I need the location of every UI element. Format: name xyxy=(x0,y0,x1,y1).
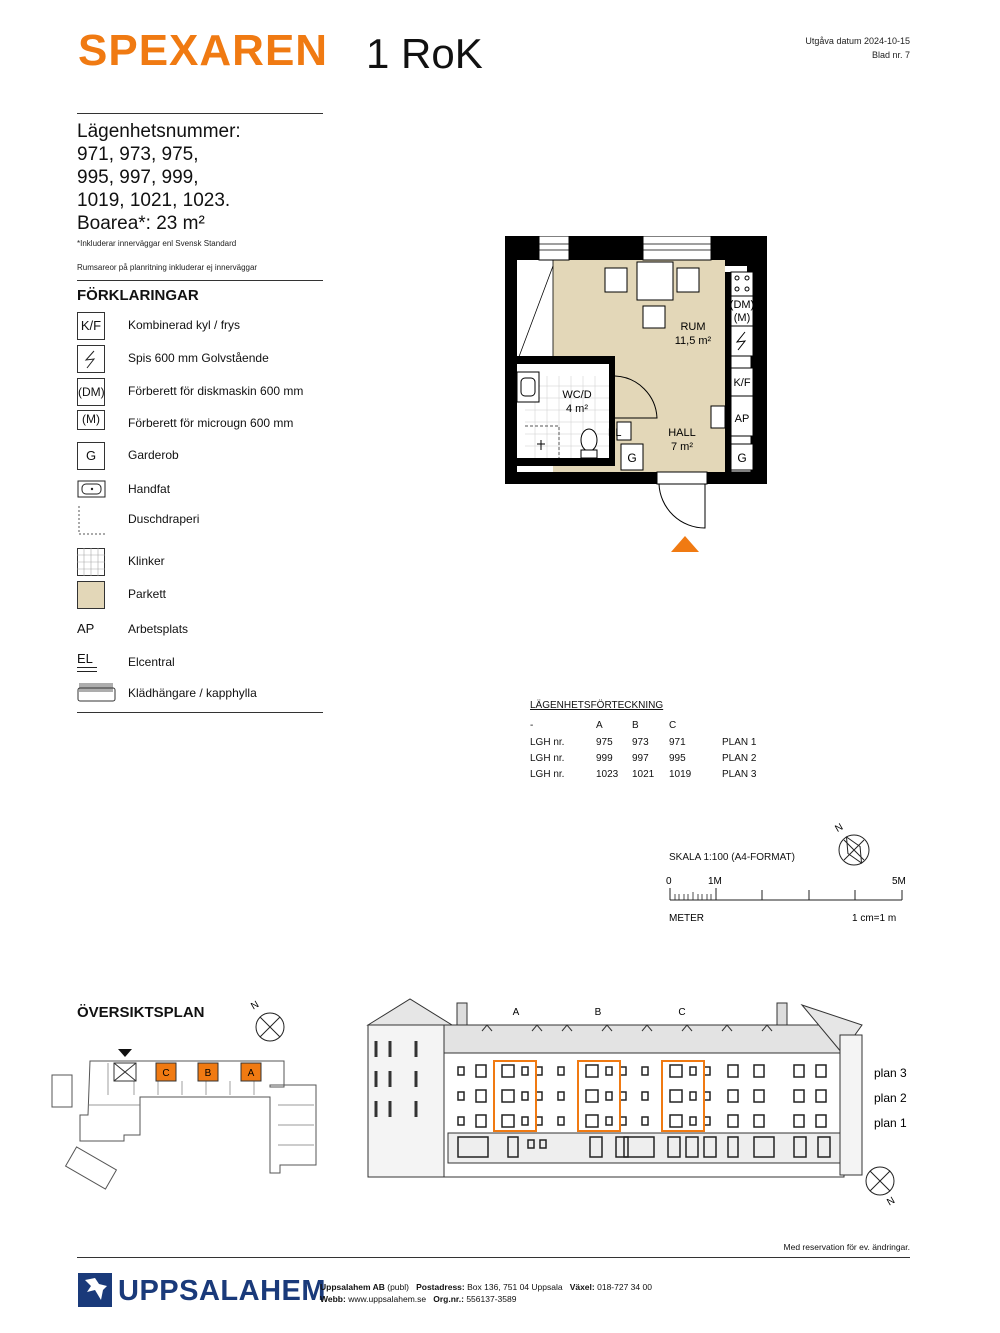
location-marker-icon xyxy=(118,1049,132,1057)
table-cell: 1023 xyxy=(596,769,619,780)
chair xyxy=(643,306,665,328)
phone-label: Växel: xyxy=(569,1282,595,1292)
sheet-number: Blad nr. 7 xyxy=(871,50,910,60)
company-name: Uppsalahem AB xyxy=(320,1282,385,1292)
divider xyxy=(77,280,323,281)
legend-label: Klinker xyxy=(128,554,165,568)
divider xyxy=(77,113,323,114)
north-arrow-icon xyxy=(866,1167,894,1195)
scale-title: SKALA 1:100 (A4-FORMAT) xyxy=(669,852,795,863)
disclaimer: Med reservation för ev. ändringar. xyxy=(783,1242,910,1252)
table-cell: 1021 xyxy=(632,769,655,780)
outbuilding xyxy=(66,1147,117,1189)
company-suffix: (publ) xyxy=(387,1282,409,1292)
north-label: N xyxy=(885,1195,898,1209)
scale-ratio: 1 cm=1 m xyxy=(852,913,897,924)
area-note-2: Rumsareor på planritning inkluderar ej innerväggar xyxy=(77,263,258,272)
table-cell: PLAN 1 xyxy=(722,737,757,748)
north-arrow-icon xyxy=(839,834,869,867)
table-cell: 973 xyxy=(632,737,649,748)
legend-item xyxy=(77,345,327,375)
area-note: *Inkluderar innerväggar enl Svensk Standard xyxy=(77,239,237,248)
postal-label: Postadress: xyxy=(416,1282,465,1292)
sink-icon xyxy=(77,478,105,506)
uppsalahem-logo-icon xyxy=(77,1272,113,1308)
brand-title: SPEXAREN xyxy=(78,26,329,75)
stove-icon xyxy=(77,345,105,373)
table-cell: LGH nr. xyxy=(530,737,565,748)
entrance-marker-icon xyxy=(671,536,699,552)
legend-label: Förberett för diskmaskin 600 mm xyxy=(128,384,304,398)
scale-zero: 0 xyxy=(666,876,672,887)
legend-item xyxy=(77,505,327,539)
shower-curtain-icon xyxy=(77,505,105,533)
legend-item xyxy=(77,442,327,472)
room-area: 7 m² xyxy=(671,441,693,453)
parquet-swatch-icon xyxy=(77,581,105,609)
dishwasher-label: (DM) xyxy=(729,299,755,311)
floor-label: plan 2 xyxy=(874,1091,907,1105)
table xyxy=(637,262,673,300)
chair xyxy=(677,268,699,292)
legend-label: Duschdraperi xyxy=(128,512,200,526)
workplace-label: AP xyxy=(734,413,750,425)
legend-label: Arbetsplats xyxy=(128,622,189,636)
building-marker: C xyxy=(162,1068,170,1079)
north-label: N xyxy=(833,821,846,835)
wardrobe-label: G xyxy=(627,451,637,465)
workplace-icon: AP xyxy=(77,621,95,636)
legend-label: Garderob xyxy=(128,448,179,462)
legend-label: Elcentral xyxy=(128,655,175,669)
table-header: B xyxy=(632,720,639,731)
table-header: - xyxy=(530,720,534,731)
apartment-list-title: LÄGENHETSFÖRTECKNING xyxy=(530,700,664,711)
floor-plan xyxy=(505,236,770,556)
table-cell: 999 xyxy=(596,753,613,764)
web-label: Webb: xyxy=(320,1294,346,1304)
table-cell: 971 xyxy=(669,737,686,748)
issue-date: Utgåva datum 2024-10-15 xyxy=(805,36,910,46)
table-cell: LGH nr. xyxy=(530,769,565,780)
apartment-label: Lägenhetsnummer: xyxy=(77,121,241,142)
wardrobe-label: G xyxy=(737,451,747,465)
microwave-label: (M) xyxy=(733,312,751,324)
wardrobe-icon: G xyxy=(77,442,105,470)
apartment-numbers: 971, 973, 975, xyxy=(77,144,199,165)
legend-item xyxy=(77,680,327,710)
table-cell: 997 xyxy=(632,753,649,764)
org-number: 556137-3589 xyxy=(466,1294,517,1304)
chair xyxy=(605,268,627,292)
room-area: 11,5 m² xyxy=(674,335,712,347)
scale-1m: 1M xyxy=(708,876,722,887)
room-label: HALL xyxy=(668,427,696,439)
outbuilding xyxy=(52,1075,72,1107)
company-info xyxy=(320,1281,652,1305)
electric-panel-symbol: EL xyxy=(77,651,93,666)
phone-number: 018-727 34 00 xyxy=(597,1282,652,1292)
divider xyxy=(77,712,323,713)
legend-item xyxy=(77,478,327,508)
legend-item xyxy=(77,378,327,408)
website-link[interactable]: www.uppsalahem.se xyxy=(348,1294,427,1304)
facade-label: B xyxy=(594,1007,602,1018)
legend-label: Klädhängare / kapphylla xyxy=(128,686,257,700)
clothes-hanger-icon xyxy=(77,680,105,708)
table-header: A xyxy=(596,720,603,731)
building-marker: A xyxy=(247,1068,255,1079)
apartment-area: Boarea*: 23 m² xyxy=(77,213,205,234)
table-cell: 1019 xyxy=(669,769,692,780)
apartment-numbers: 995, 997, 999, xyxy=(77,167,199,188)
legend-item xyxy=(77,581,327,611)
dishwasher-icon: (DM) xyxy=(77,378,105,406)
toilet-icon xyxy=(581,429,597,451)
scale-unit: METER xyxy=(669,913,704,924)
scale-5m: 5M xyxy=(892,876,906,887)
footer-divider xyxy=(77,1257,910,1258)
facade-label: A xyxy=(512,1007,520,1018)
legend-item xyxy=(77,649,327,679)
table-cell: 995 xyxy=(669,753,686,764)
microwave-icon: (M) xyxy=(77,410,105,430)
legend-item xyxy=(77,616,327,646)
org-label: Org.nr.: xyxy=(433,1294,464,1304)
fridge-label: K/F xyxy=(733,377,751,389)
legend-item xyxy=(77,312,327,342)
north-arrow-icon xyxy=(256,1013,284,1041)
room-label: WC/D xyxy=(562,389,592,401)
room-label: RUM xyxy=(680,321,706,333)
apartment-info xyxy=(77,120,241,235)
logo-text: UPPSALAHEM xyxy=(118,1275,327,1307)
overview-title: ÖVERSIKTSPLAN xyxy=(77,1004,205,1021)
legend-item xyxy=(77,410,327,440)
site-plan xyxy=(48,995,348,1195)
legend-label: Förberett för microugn 600 mm xyxy=(128,416,294,430)
north-label: N xyxy=(249,999,262,1013)
floor-label: plan 1 xyxy=(874,1116,907,1130)
building-marker: B xyxy=(204,1068,212,1079)
table-cell: LGH nr. xyxy=(530,753,565,764)
entrance-door xyxy=(659,484,705,528)
table-cell: PLAN 3 xyxy=(722,769,757,780)
table-header: C xyxy=(669,720,677,731)
floor-label: plan 3 xyxy=(874,1066,907,1080)
legend-label: Kombinerad kyl / frys xyxy=(128,318,241,332)
electric-panel-icon xyxy=(77,649,105,677)
scale-bar xyxy=(664,820,914,930)
tile-swatch-icon xyxy=(77,548,105,576)
facade-label: C xyxy=(678,1007,686,1018)
fridge-freezer-icon: K/F xyxy=(77,312,105,340)
legend-label: Handfat xyxy=(128,482,171,496)
legend-title: FÖRKLARINGAR xyxy=(77,287,199,304)
legend-label: Parkett xyxy=(128,587,167,601)
legend-label: Spis 600 mm Golvstående xyxy=(128,351,269,365)
sink-icon xyxy=(517,372,539,402)
legend-item xyxy=(77,548,327,578)
stove-icon xyxy=(731,272,753,296)
electric-panel-label: EL xyxy=(608,427,622,439)
room-area: 4 m² xyxy=(566,403,588,415)
facade-elevation xyxy=(362,995,917,1215)
unit-type: 1 RoK xyxy=(366,30,483,77)
postal-address: Box 136, 751 04 Uppsala xyxy=(467,1282,563,1292)
table-cell: PLAN 2 xyxy=(722,753,757,764)
table-cell: 975 xyxy=(596,737,613,748)
apartment-numbers: 1019, 1021, 1023. xyxy=(77,190,231,211)
